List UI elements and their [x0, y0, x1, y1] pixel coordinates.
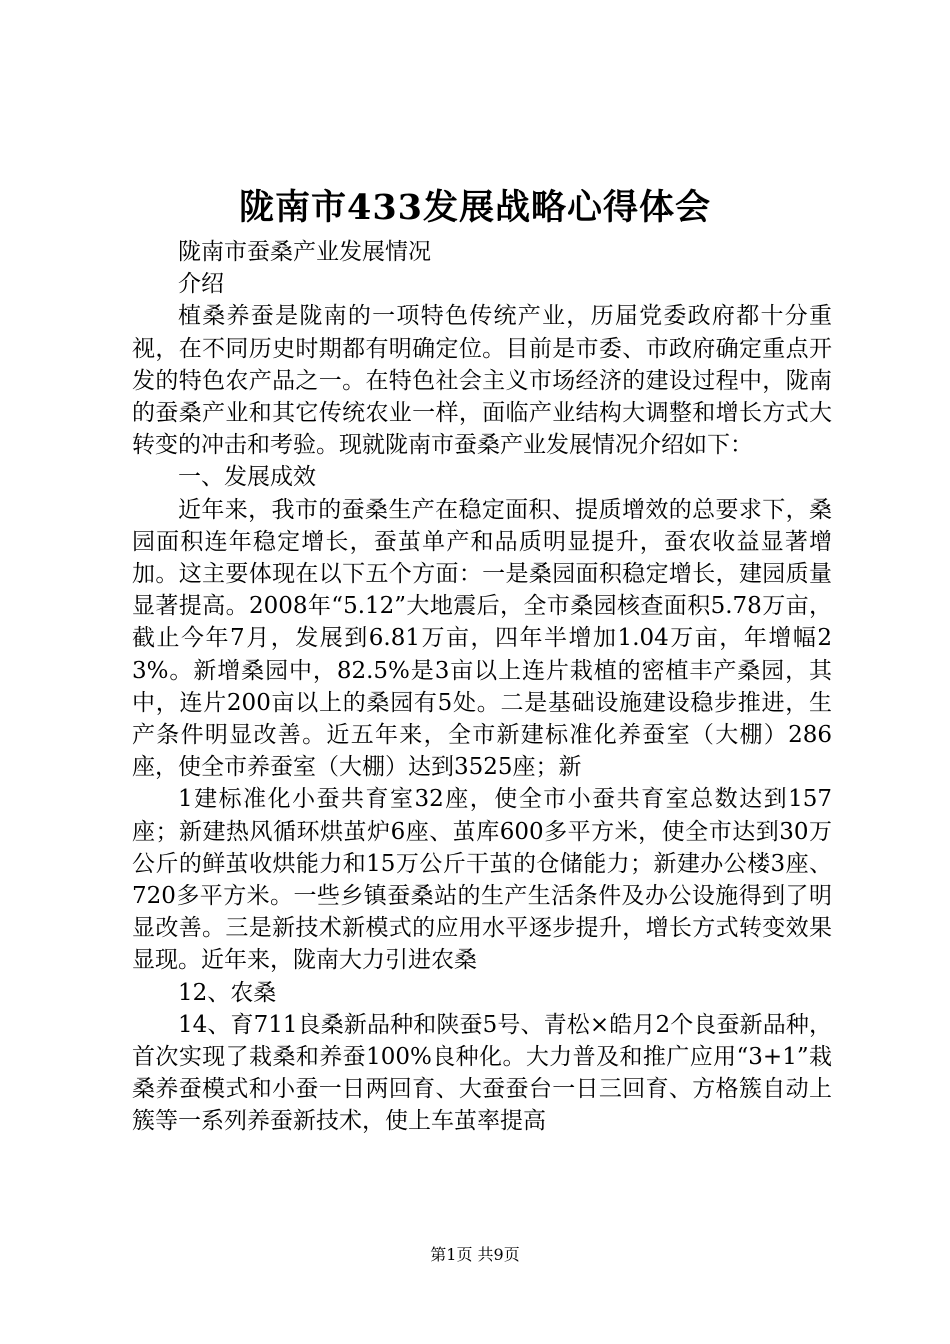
paragraph-fragment: 12、农桑 — [178, 979, 277, 1006]
paragraph-infrastructure: 1建标准化小蚕共育室32座，使全市小蚕共育室总数达到157座；新建热风循环烘茧炉6座、茧库600多平方米，使全市达到30万公斤的鲜茧收烘能力和15万公斤干茧的仓储能力；新建办公楼3座、720多平方米。一些乡镇蚕桑站的生产生活条件及办公设施得到了明显改善。三是新技术新模式的应用水平逐步提升，增长方式转变效果显现。近年来，陇南大力引进农桑 — [132, 786, 832, 974]
paragraph-new-varieties: 14、育711良桑新品种和陕蚕5号、青松×皓月2个良蚕新品种，首次实现了栽桑和养蚕100%良种化。大力普及和推广应用“3+1”栽桑养蚕模式和小蚕一日两回育、大蚕蚕台一日三回育、方格簇自动上簇等一系列养蚕新技术，使上车茧率提高 — [132, 1011, 832, 1135]
paragraph-intro: 植桑养蚕是陇南的一项特色传统产业，历届党委政府都十分重视，在不同历史时期都有明确定位。目前是市委、市政府确定重点开发的特色农产品之一。在特色社会主义市场经济的建设过程中，陇南的蚕桑产业和其它传统农业一样，面临产业结构大调整和增长方式大转变的冲击和考验。现就陇南市蚕桑产业发展情况介绍如下： — [132, 303, 832, 459]
page-footer: 第1页 共9页 — [430, 1245, 520, 1264]
paragraph-intro-heading: 介绍 — [178, 271, 224, 298]
document-body — [132, 236, 832, 1138]
document-title: 陇南市433发展战略心得体会 — [238, 187, 712, 228]
section-heading-achievements: 一、发展成效 — [178, 464, 316, 491]
paragraph-achievements: 近年来，我市的蚕桑生产在稳定面积、提质增效的总要求下，桑园面积连年稳定增长，蚕茧单产和品质明显提升，蚕农收益显著增加。这主要体现在以下五个方面：一是桑园面积稳定增长，建园质量显著提高。2008年“5.12”大地震后，全市桑园核查面积5.78万亩，截止今年7月，发展到6.81万亩，四年半增加1.04万亩，年增幅23%。新增桑园中，82.5%是3亩以上连片栽植的密植丰产桑园，其中，连片200亩以上的桑园有5处。二是基础设施建设稳步推进，生产条件明显改善。近五年来，全市新建标准化养蚕室（大棚）286座，使全市养蚕室（大棚）达到3525座；新 — [132, 496, 832, 781]
paragraph-subtitle: 陇南市蚕桑产业发展情况 — [178, 239, 431, 265]
